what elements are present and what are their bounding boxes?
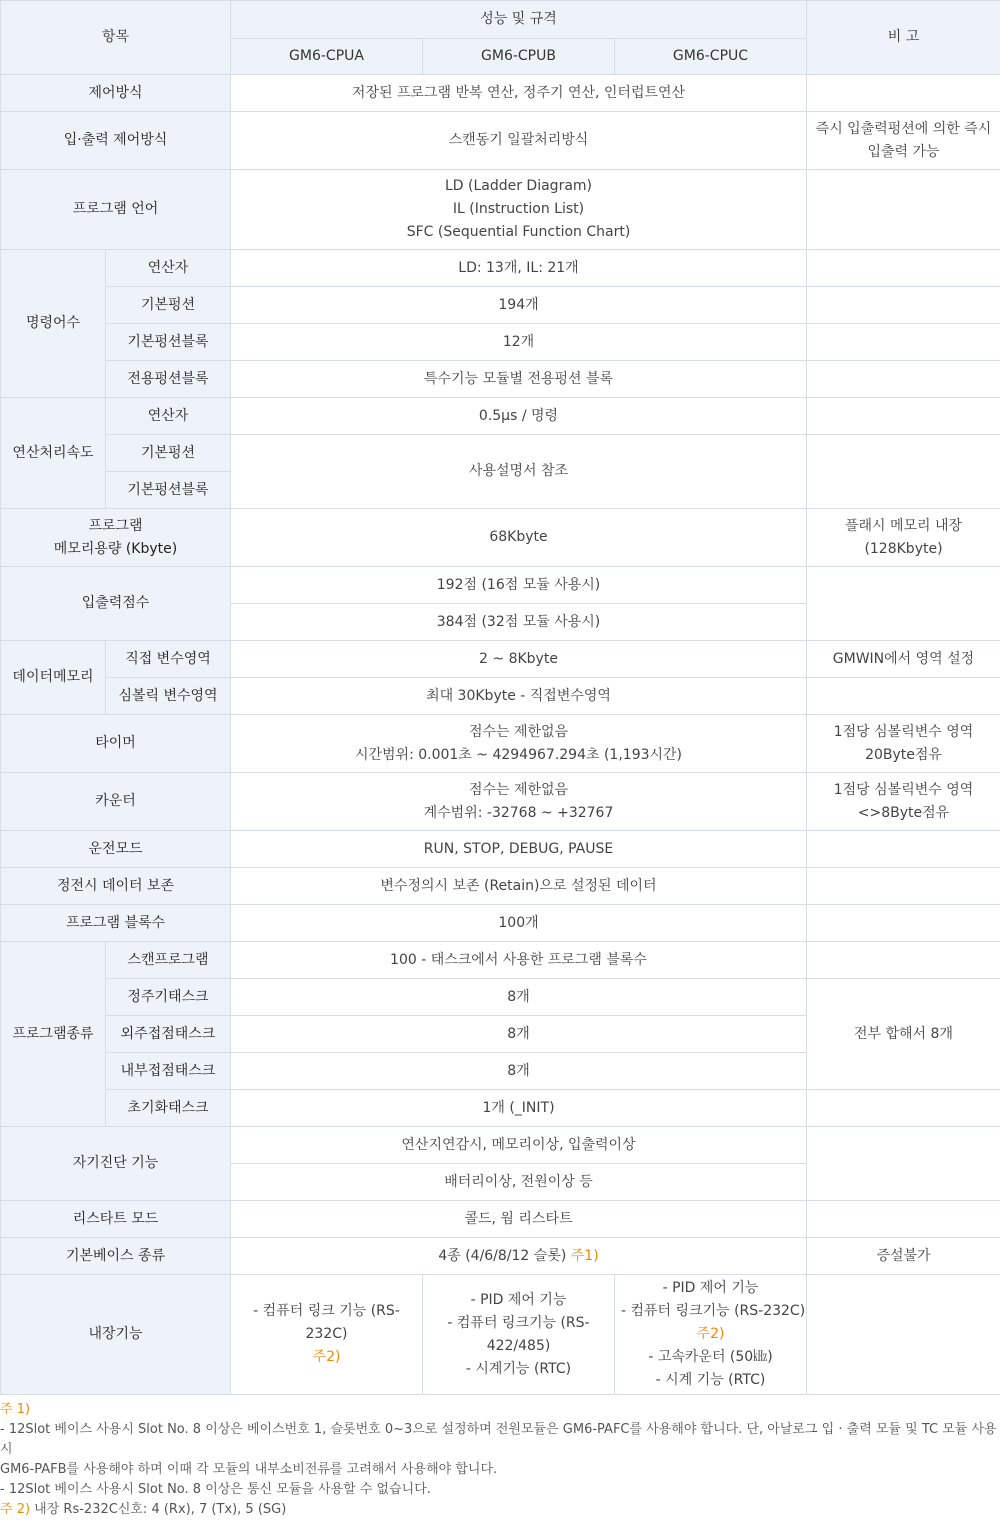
- speed-value-operator: 0.5μs / 명령: [231, 398, 807, 435]
- row-value-memory: 68Kbyte: [231, 509, 807, 567]
- row-label-io-points: 입출력점수: [1, 567, 231, 641]
- group-label-data-memory: 데이터메모리: [1, 641, 106, 715]
- builtin-cpuc: - PID 제어 기능 - 컴퓨터 링크기능 (RS-232C) 주2) - 고속카운터 (50㎑) - 시계 기능 (RTC): [615, 1275, 807, 1395]
- row-value-diagnostics-2: 배터리이상, 전원이상 등: [231, 1164, 807, 1201]
- sub-label-basic-function-block: 기본펑션블록: [106, 324, 231, 361]
- sub-value-symbolic-variable: 최대 30Kbyte - 직접변수영역: [231, 678, 807, 715]
- row-remark-base: 증설불가: [807, 1238, 1000, 1275]
- row-label-control-method: 제어방식: [1, 75, 231, 112]
- builtin-cpua: - 컴퓨터 링크 기능 (RS- 232C) 주2): [231, 1275, 423, 1395]
- footnote-1-mark: 주 1): [0, 1400, 1000, 1420]
- row-value-blocks: 100개: [231, 905, 807, 942]
- header-spec: 성능 및 규격: [231, 1, 807, 39]
- sub-label-direct-variable: 직접 변수영역: [106, 641, 231, 678]
- footnote-1-line3: - 12Slot 베이스 사용시 Slot No. 8 이상은 통신 모듈을 사용할 수 없습니다.: [0, 1480, 1000, 1500]
- row-label-builtin: 내장기능: [1, 1275, 231, 1395]
- row-label-memory: 프로그램 메모리용량 (Kbyte): [1, 509, 231, 567]
- row-remark-timer: 1점당 심볼릭변수 영역 20Byte점유: [807, 715, 1000, 773]
- row-value-base: 4종 (4/6/8/12 슬롯) 주1): [231, 1238, 807, 1275]
- row-remark-io-control: 즉시 입출력펑션에 의한 즉시 입출력 가능: [807, 112, 1000, 170]
- row-label-io-control: 입·출력 제어방식: [1, 112, 231, 170]
- row-value-io-control: 스캔동기 일괄처리방식: [231, 112, 807, 170]
- sub-label-internal-contact-task: 내부접점태스크: [106, 1053, 231, 1090]
- row-label-counter: 카운터: [1, 773, 231, 831]
- row-value-diagnostics-1: 연산지연감시, 메모리이상, 입출력이상: [231, 1127, 807, 1164]
- speed-label-operator: 연산자: [106, 398, 231, 435]
- row-value-language: LD (Ladder Diagram) IL (Instruction List) SFC (Sequential Function Chart): [231, 170, 807, 250]
- row-remark-language: [807, 170, 1000, 250]
- sub-label-external-contact-task: 외주접점태스크: [106, 1016, 231, 1053]
- sub-label-operator: 연산자: [106, 250, 231, 287]
- row-label-retain: 정전시 데이터 보존: [1, 868, 231, 905]
- speed-value-shared: 사용설명서 참조: [231, 435, 807, 509]
- row-remark-control-method: [807, 75, 1000, 112]
- sub-remark-task-total: 전부 합해서 8개: [807, 979, 1000, 1090]
- header-model-c: GM6-CPUC: [615, 39, 807, 75]
- footnotes: [0, 1395, 1000, 1520]
- footnote-1-line2: GM6-PAFB를 사용해야 하며 이때 각 모듈의 내부소비전류를 고려해서 사용해야 합니다.: [0, 1460, 1000, 1480]
- row-label-language: 프로그램 언어: [1, 170, 231, 250]
- row-remark-counter: 1점당 심볼릭변수 영역 <>8Byte점유: [807, 773, 1000, 831]
- sub-value-external-contact-task: 8개: [231, 1016, 807, 1053]
- speed-label-basic-function-block: 기본펑션블록: [106, 472, 231, 509]
- sub-value-scan-program: 100 - 태스크에서 사용한 프로그램 블록수: [231, 942, 807, 979]
- row-label-run-mode: 운전모드: [1, 831, 231, 868]
- header-remark: 비 고: [807, 1, 1000, 75]
- sub-value-operator: LD: 13개, IL: 21개: [231, 250, 807, 287]
- row-label-restart: 리스타트 모드: [1, 1201, 231, 1238]
- row-label-blocks: 프로그램 블록수: [1, 905, 231, 942]
- sub-value-init-task: 1개 (_INIT): [231, 1090, 807, 1127]
- sub-label-scan-program: 스캔프로그램: [106, 942, 231, 979]
- row-remark-memory: 플래시 메모리 내장 (128Kbyte): [807, 509, 1000, 567]
- header-item: 항목: [1, 1, 231, 75]
- sub-remark-direct-variable: GMWIN에서 영역 설정: [807, 641, 1000, 678]
- footnote-2: 주 2) 내장 Rs-232C신호: 4 (Rx), 7 (Tx), 5 (SG): [0, 1500, 1000, 1520]
- row-value-io-points-16: 192점 (16점 모듈 사용시): [231, 567, 807, 604]
- note-ref-2: 주2): [313, 1349, 341, 1365]
- sub-value-basic-function-block: 12개: [231, 324, 807, 361]
- row-value-timer: 점수는 제한없음 시간범위: 0.001초 ~ 4294967.294초 (1,193시간): [231, 715, 807, 773]
- row-value-retain: 변수정의시 보존 (Retain)으로 설정된 데이터: [231, 868, 807, 905]
- row-value-restart: 콜드, 웜 리스타트: [231, 1201, 807, 1238]
- sub-label-cyclic-task: 정주기태스크: [106, 979, 231, 1016]
- sub-value-internal-contact-task: 8개: [231, 1053, 807, 1090]
- header-model-a: GM6-CPUA: [231, 39, 423, 75]
- row-label-base: 기본베이스 종류: [1, 1238, 231, 1275]
- group-label-speed: 연산처리속도: [1, 398, 106, 509]
- sub-value-basic-function: 194개: [231, 287, 807, 324]
- note-ref-2b: 주2): [697, 1326, 725, 1342]
- row-value-counter: 점수는 제한없음 계수범위: -32768 ~ +32767: [231, 773, 807, 831]
- row-value-run-mode: RUN, STOP, DEBUG, PAUSE: [231, 831, 807, 868]
- row-label-diagnostics: 자기진단 기능: [1, 1127, 231, 1201]
- note-ref-1: 주1): [571, 1248, 599, 1264]
- sub-label-init-task: 초기화태스크: [106, 1090, 231, 1127]
- row-label-timer: 타이머: [1, 715, 231, 773]
- group-label-program-types: 프로그램종류: [1, 942, 106, 1127]
- sub-label-dedicated-function-block: 전용펑션블록: [106, 361, 231, 398]
- sub-value-cyclic-task: 8개: [231, 979, 807, 1016]
- header-model-b: GM6-CPUB: [423, 39, 615, 75]
- footnote-1-line1: - 12Slot 베이스 사용시 Slot No. 8 이상은 베이스번호 1, 슬롯번호 0~3으로 설정하며 전원모듈은 GM6-PAFC를 사용해야 합니다. 단, 아날로그 입 · 출력 모듈 및 TC 모듈 사용시: [0, 1420, 1000, 1460]
- row-value-control-method: 저장된 프로그램 반복 연산, 정주기 연산, 인터럽트연산: [231, 75, 807, 112]
- sub-label-symbolic-variable: 심볼릭 변수영역: [106, 678, 231, 715]
- group-label-instructions: 명령어수: [1, 250, 106, 398]
- sub-value-dedicated-function-block: 특수기능 모듈별 전용펑션 블록: [231, 361, 807, 398]
- row-value-io-points-32: 384점 (32점 모듈 사용시): [231, 604, 807, 641]
- sub-label-basic-function: 기본펑션: [106, 287, 231, 324]
- sub-value-direct-variable: 2 ~ 8Kbyte: [231, 641, 807, 678]
- builtin-cpub: - PID 제어 기능 - 컴퓨터 링크기능 (RS- 422/485) - 시계기능 (RTC): [423, 1275, 615, 1395]
- speed-label-basic-function: 기본펑션: [106, 435, 231, 472]
